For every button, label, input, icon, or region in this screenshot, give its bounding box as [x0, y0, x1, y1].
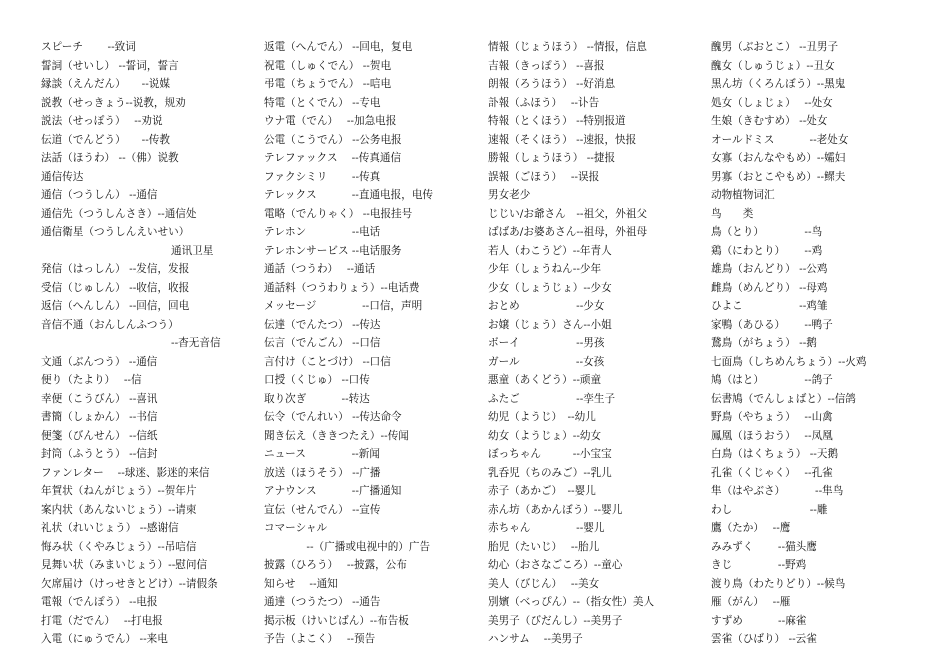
vocab-column-1	[41, 38, 256, 649]
vocab-column-4	[711, 38, 911, 649]
vocab-line: わし --雕	[711, 503, 828, 516]
vocab-line: 別嬪（べっぴん）--（指女性）美人	[488, 596, 655, 608]
vocab-line: 情報（じょうほう） --情报，信息	[488, 41, 647, 53]
vocab-line: 少年（しょうねん--少年	[488, 263, 602, 275]
vocab-line: 孔雀（くじゃく） --孔雀	[711, 466, 833, 479]
vocab-line: 伝書鳩（でんしょばと）--信鸽	[711, 392, 856, 405]
vocab-line: テレホンサービス --电话服务	[264, 244, 402, 257]
vocab-line: 弔電（ちょうでん） --唁电	[264, 78, 392, 90]
vocab-line: 鳩（はと） --鸽子	[711, 374, 833, 386]
vocab-line: 説法（せっぽう） --劝说	[41, 115, 163, 127]
vocab-line: 通信传达	[41, 170, 84, 183]
vocab-line: --杳无音信	[171, 337, 221, 349]
vocab-line: 通話料（つうわりょう）--电话费	[264, 281, 420, 294]
vocab-line: テレックス --直通电报，电传	[264, 189, 434, 201]
vocab-line: 放送（ほうそう） --广播	[264, 466, 381, 479]
vocab-line: 鳳凰（ほうおう） --凤凰	[711, 429, 833, 442]
vocab-line: アナウンス --广播通知	[264, 485, 402, 497]
vocab-line: 宣伝（せんでん） --宣传	[264, 503, 381, 516]
vocab-line: 勝報（しょうほう） --捷报	[488, 152, 616, 164]
vocab-line: 知らせ --通知	[264, 577, 338, 590]
vocab-line: 便り（たより） --信	[41, 374, 142, 386]
vocab-line: 动物植物词汇	[711, 189, 775, 201]
vocab-line: 乳呑児（ちのみご）--乳儿	[488, 466, 612, 479]
vocab-line: 野鳥（やちょう） --山禽	[711, 411, 833, 423]
vocab-line: 通信先（つうしんさき）--通信处	[41, 207, 197, 220]
vocab-line: 年賀状（ねんがじょう）--贺年片	[41, 485, 197, 497]
vocab-line: みみずく --猫头鹰	[711, 540, 817, 553]
vocab-line: テレファックス --传真通信	[264, 152, 402, 164]
vocab-column-3	[488, 38, 710, 649]
vocab-line: 渡り鳥（わたりどり）--候鸟	[711, 577, 846, 590]
vocab-line: ガール --女孩	[488, 355, 605, 368]
vocab-line: 若人（わこうど）--年青人	[488, 244, 612, 257]
vocab-line: お嬢（じょう）さん--小姐	[488, 318, 612, 331]
vocab-line: 隼（はやぶさ） --隼鸟	[711, 485, 844, 497]
vocab-line: すずめ --麻雀	[711, 614, 807, 627]
vocab-line: 説教（せっきょう--说教，规劝	[41, 96, 186, 109]
vocab-line: 幼心（おさなごころ）--童心	[488, 559, 623, 571]
vocab-line: 吉報（きっぽう） --喜报	[488, 59, 605, 72]
vocab-line: 口授（くじゅ） --口传	[264, 374, 370, 386]
vocab-line: 幼児（ようじ） --幼儿	[488, 411, 596, 423]
vocab-line: ぼっちゃん --小宝宝	[488, 448, 612, 460]
vocab-line: 悪童（あくどう）--顽童	[488, 374, 602, 386]
vocab-line: 美男子（びだんし）--美男子	[488, 614, 623, 627]
vocab-line: 雁（がん） --雁	[711, 596, 791, 608]
vocab-line: オールドミス --老处女	[711, 133, 849, 146]
vocab-line: 祝電（しゅくでん） --贺电	[264, 59, 392, 72]
vocab-line: 白鳥（はくちょう） --天鹅	[711, 448, 839, 460]
vocab-line: 鵞鳥（がちょう） --鹅	[711, 337, 817, 349]
vocab-line: 取り次ぎ --转达	[264, 392, 370, 405]
vocab-line: 赤ちゃん --婴儿	[488, 522, 605, 534]
vocab-line: 伝言（でんごん） --口信	[264, 337, 381, 349]
vocab-line: 醜男（ぶおとこ） --丑男子	[711, 41, 839, 53]
vocab-line: 文通（ぶんつう） --通信	[41, 355, 158, 368]
vocab-line: 伝令（でんれい） --传达命令	[264, 411, 402, 423]
vocab-line: 書簡（しょかん） --书信	[41, 411, 158, 423]
vocab-line: メッセージ --口信，声明	[264, 300, 423, 312]
vocab-column-2	[264, 38, 482, 649]
vocab-line: 返信（へんしん） --回信，回电	[41, 300, 190, 312]
vocab-line: 特電（とくでん） --专电	[264, 96, 381, 109]
vocab-line: 朗報（ろうほう） --好消息	[488, 78, 616, 90]
vocab-line: 醜女（しゅうじょ）--丑女	[711, 59, 835, 72]
vocab-line: 通達（つうたつ） --通告	[264, 596, 381, 608]
vocab-line: 公電（こうでん） --公务电报	[264, 133, 402, 146]
vocab-line: 通話（つうわ） --通话	[264, 263, 376, 275]
vocab-line: 発信（はっしん） --发信，发报	[41, 263, 190, 275]
vocab-line: ふたご --孪生子	[488, 392, 616, 405]
vocab-line: 特報（とくほう） --特别报道	[488, 115, 626, 127]
vocab-line: ファンレター --球迷、影迷的来信	[41, 466, 210, 479]
vocab-line: 通信衛星（つうしんえいせい）	[41, 226, 190, 238]
vocab-line: テレホン --电话	[264, 226, 381, 238]
vocab-line: 予告（よこく） --预告	[264, 633, 376, 645]
vocab-line: 封筒（ふうとう） --信封	[41, 448, 158, 460]
vocab-line: 鶏（にわとり） --鸡	[711, 244, 823, 257]
vocab-line: 悔み状（くやみじょう）--吊唁信	[41, 540, 197, 553]
vocab-line: ウナ電（でん） --加急电报	[264, 115, 397, 127]
vocab-line: 誓詞（せいし） --誓词，誓言	[41, 59, 179, 72]
vocab-line: 電報（でんぽう） --电报	[41, 596, 158, 608]
vocab-line: 見舞い状（みまいじょう）--慰问信	[41, 559, 208, 571]
vocab-line: ファクシミリ --传真	[264, 170, 381, 183]
vocab-line: --（广播或电视中的）广告	[264, 540, 431, 553]
vocab-line: 披露（ひろう） --披露，公布	[264, 559, 407, 571]
vocab-line: 鳥（とり） --鸟	[711, 226, 823, 238]
vocab-line: 言付け（ことづけ） --口信	[264, 355, 391, 368]
vocab-line: コマーシャル	[264, 522, 328, 534]
vocab-line: 打電（だでん） --打电报	[41, 614, 163, 627]
vocab-line: 赤ん坊（あかんぼう）--婴儿	[488, 503, 623, 516]
vocab-line: 男寡（おとこやもめ）--鳏夫	[711, 170, 846, 183]
vocab-line: 受信（じゅしん） --收信，收报	[41, 281, 190, 294]
vocab-line: ハンサム --美男子	[488, 633, 583, 645]
vocab-line: 電略（でんりゃく） --电报挂号	[264, 207, 413, 220]
vocab-line: 赤子（あかご） --婴儿	[488, 485, 596, 497]
vocab-line: 胎児（たいじ） --胎儿	[488, 540, 600, 553]
vocab-line: 便箋（びんせん） --信纸	[41, 429, 158, 442]
vocab-line: 雲雀（ひばり） --云雀	[711, 633, 817, 645]
vocab-line: 欠席届け（けっせきとどけ）--请假条	[41, 577, 218, 590]
vocab-line: 聞き伝え（ききつたえ）--传闻	[264, 429, 409, 442]
vocab-line: 鷹（たか） --鹰	[711, 522, 791, 534]
vocab-line: 通信（つうしん） --通信	[41, 189, 158, 201]
vocab-line: 速報（そくほう） --速报，快报	[488, 133, 637, 146]
vocab-line: 返電（へんでん） --回电，复电	[264, 41, 413, 53]
vocab-line: ばばあ/お婆あさん--祖母，外祖母	[488, 226, 648, 238]
vocab-line: スピーチ --致词	[41, 41, 136, 53]
vocab-line: 掲示板（けいじばん）--布告板	[264, 614, 409, 627]
vocab-line: ひよこ --鸡雏	[711, 300, 828, 312]
vocab-line: 家鴨（あひる） --鸭子	[711, 318, 833, 331]
vocab-line: 女寡（おんなやもめ）--孀妇	[711, 152, 846, 164]
vocab-line: 伝達（でんたつ） --传达	[264, 318, 381, 331]
vocab-line: きじ --野鸡	[711, 559, 807, 571]
vocab-line: ボーイ --男孩	[488, 337, 605, 349]
vocab-line: 美人（びじん） --美女	[488, 577, 600, 590]
vocab-line: 生娘（きむすめ） --处女	[711, 115, 828, 127]
vocab-line: 七面鳥（しちめんちょう）--火鸡	[711, 355, 867, 368]
vocab-line: 礼状（れいじょう） --感谢信	[41, 522, 179, 534]
vocab-line: 音信不通（おんしんふつう）	[41, 318, 179, 331]
vocab-line: 雌鳥（めんどり） --母鸡	[711, 281, 828, 294]
vocab-line: 幼女（ようじょ）--幼女	[488, 429, 602, 442]
vocab-line: 処女（しょじょ） --处女	[711, 96, 833, 109]
vocab-line: 鸟 类	[711, 207, 754, 220]
vocab-line: 法話（ほうわ） --（佛）说教	[41, 152, 179, 164]
vocab-line: 男女老少	[488, 189, 531, 201]
vocab-line: ニュース --新闻	[264, 448, 380, 460]
vocab-line: 案内状（あんないじょう）--请柬	[41, 503, 197, 516]
vocab-line: 訃報（ふほう） --讣告	[488, 96, 600, 109]
vocab-line: 少女（しょうじょ）--少女	[488, 281, 612, 294]
vocab-line: 幸便（こうびん） --喜讯	[41, 392, 158, 405]
vocab-line: 入電（にゅうでん） --来电	[41, 633, 168, 645]
vocab-line: じじい/お爺さん --祖父，外祖父	[488, 207, 648, 220]
vocab-line: 黒ん坊（くろんぼう）--黑鬼	[711, 78, 846, 90]
vocab-line: 誤報（ごほう） --误报	[488, 170, 600, 183]
vocab-line: 縁談（えんだん） --说媒	[41, 78, 170, 90]
vocab-line: 雄鳥（おんどり） --公鸡	[711, 263, 828, 275]
vocab-line: おとめ --少女	[488, 300, 605, 312]
vocab-line: 通讯卫星	[171, 244, 214, 257]
vocab-line: 伝道（でんどう） --传教	[41, 133, 170, 146]
